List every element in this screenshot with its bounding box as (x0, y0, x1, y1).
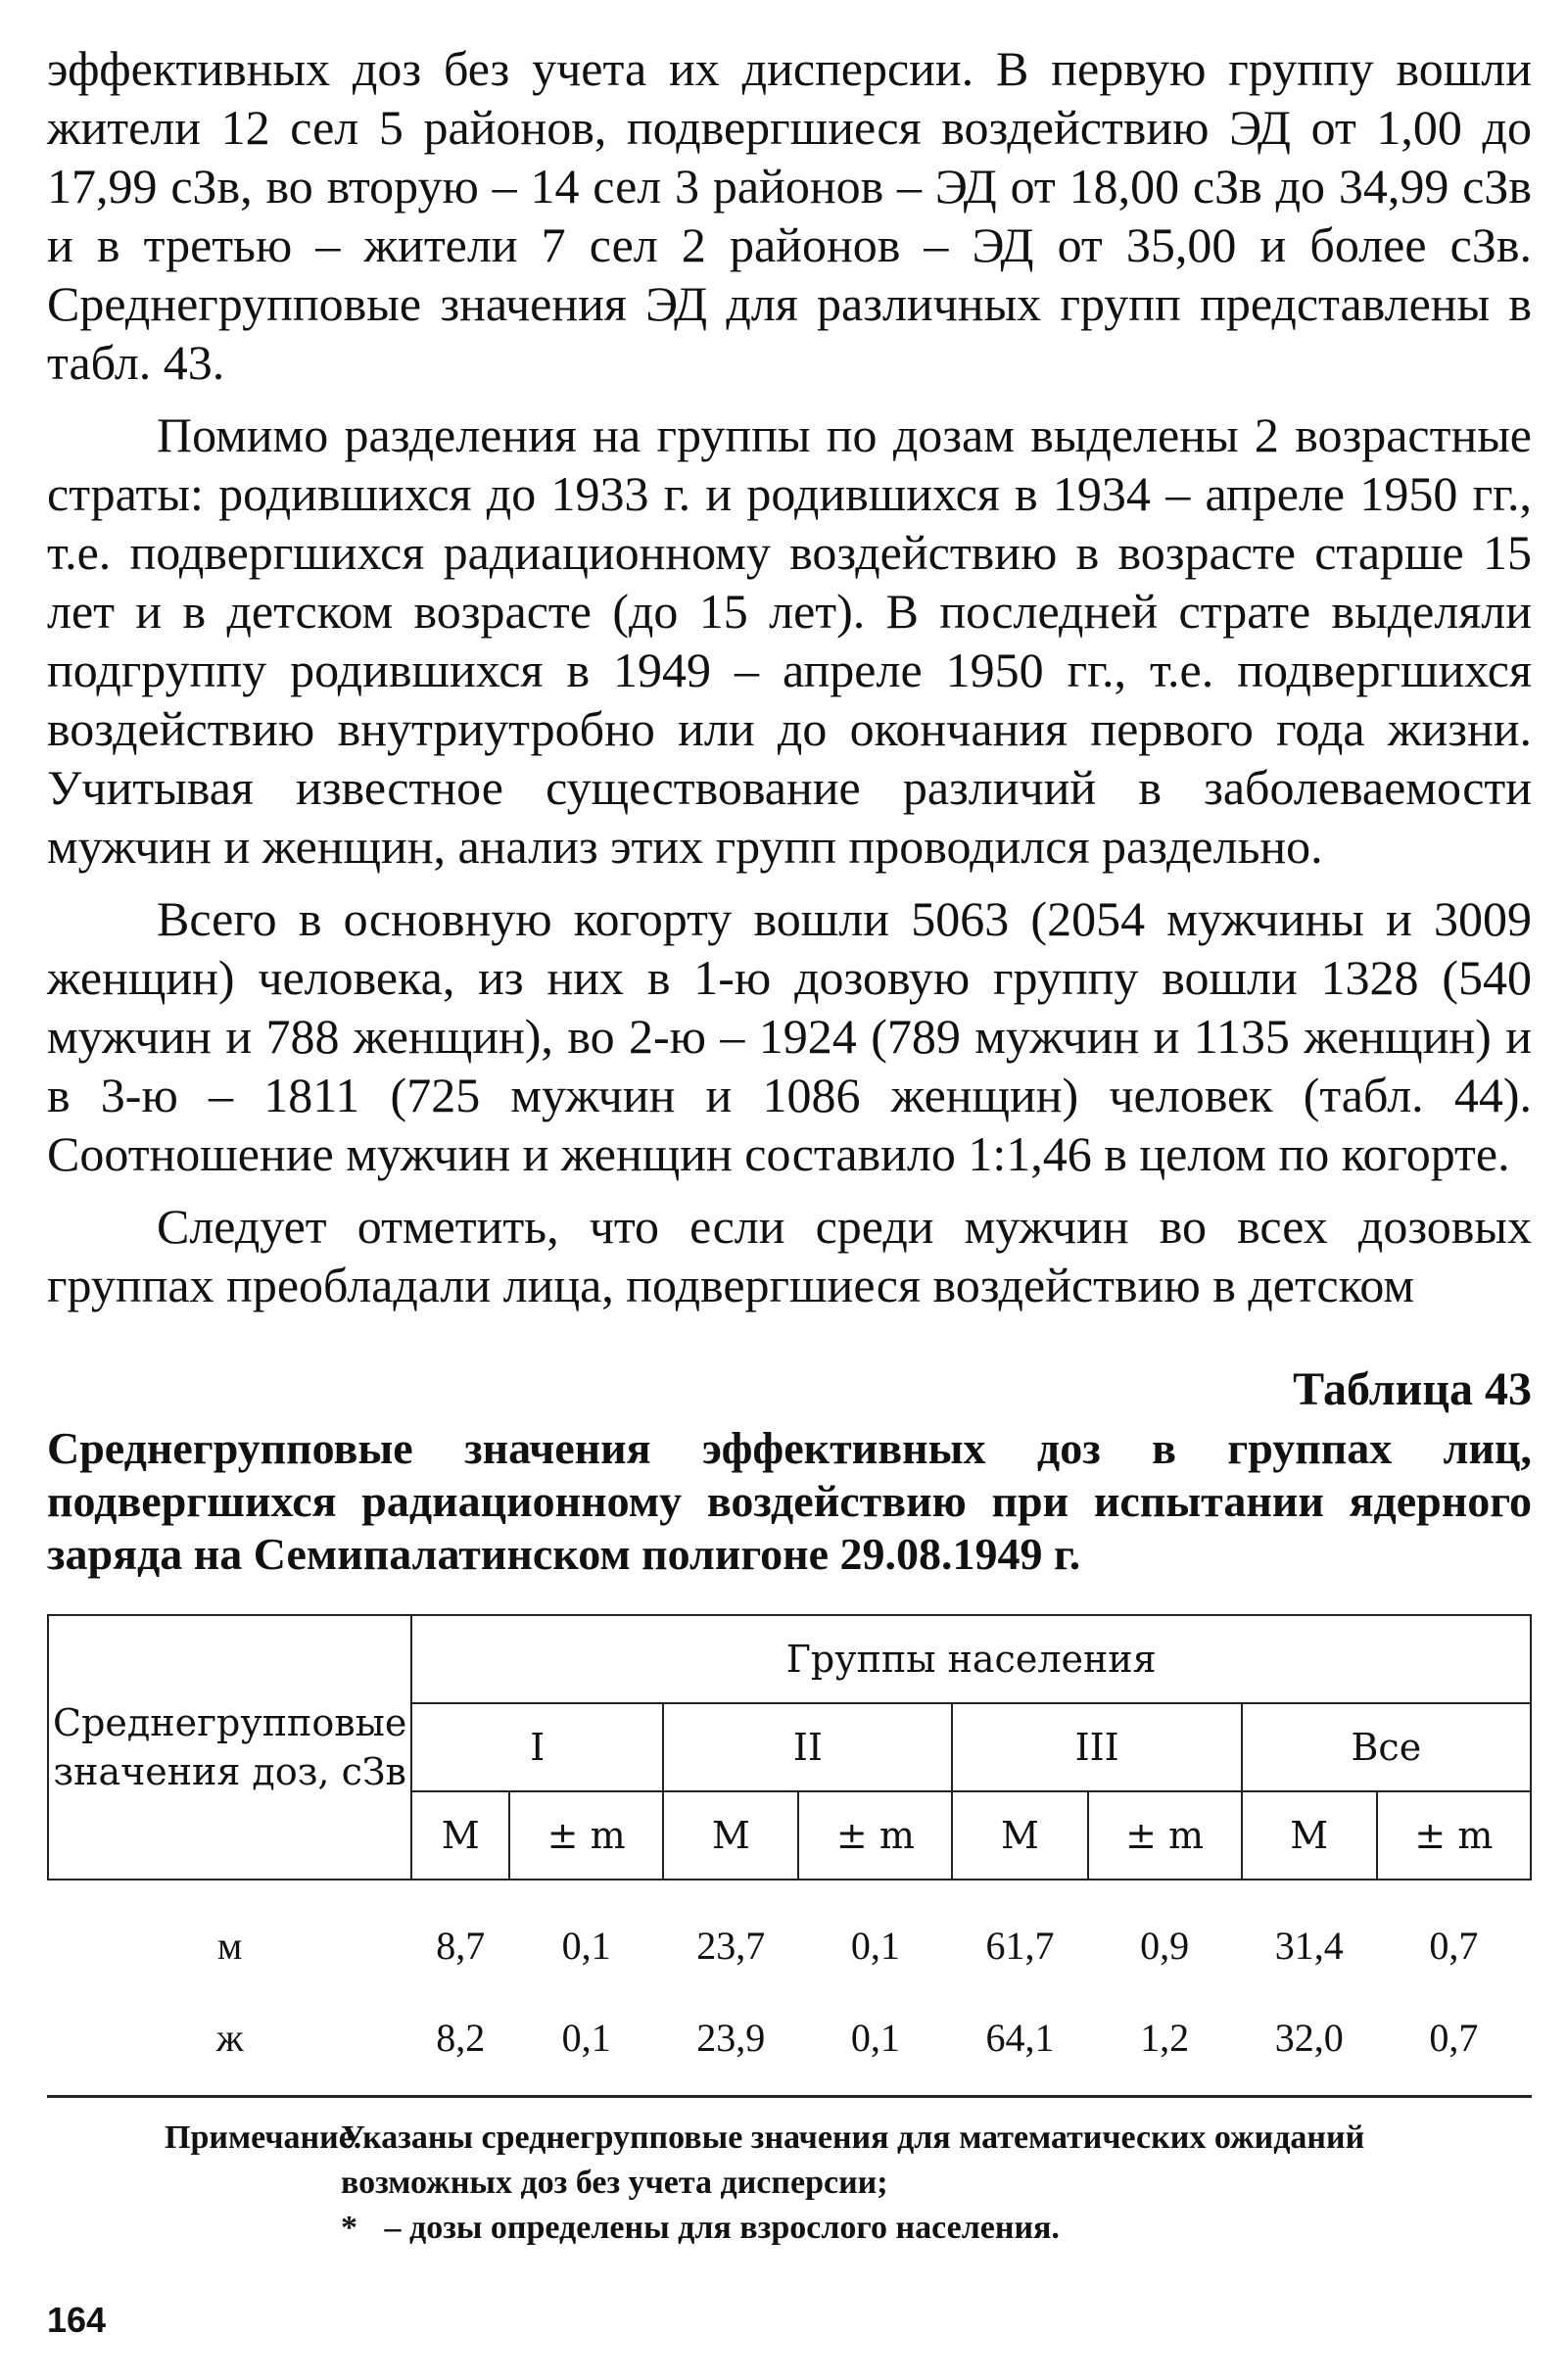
table-cell: 0,9 (1140, 1923, 1190, 1968)
sub-header-pm: ± m (1377, 1791, 1531, 1880)
row-label: м (217, 1923, 243, 1968)
table-row-men (48, 1880, 1531, 1991)
page-number: 164 (47, 2300, 107, 2340)
row-label: ж (215, 2015, 244, 2060)
paragraph-1: эффективных доз без учета их дисперсии. В первую группу вошли жители 12 сел 5 районов, подвергшиеся воздействию ЭД от 1,00 до 17,99 сЗв, во вторую – 14 сел 3 районов – ЭД от 18,00 сЗв до 34,99 сЗв и в третью – жители 7 сел 2 районов – ЭД от 35,00 и более сЗв. Среднегрупповые значения ЭД для различных групп представлены в табл. 43. (47, 41, 1532, 390)
table-cell: 0,1 (850, 2015, 900, 2060)
stub-header: Среднегрупповые значения доз, сЗв (48, 1615, 411, 1880)
group-header: Группы населения (411, 1615, 1531, 1703)
table-cell: 1,2 (1140, 2015, 1190, 2060)
group-header-1: I (411, 1703, 663, 1791)
table-title: Среднегрупповые значения эффективных доз в группах лиц, подвергшихся радиационному воздействию при испытании ядерного заряда на Семипалатинском полигоне 29.08.1949 г. (47, 1423, 1532, 1579)
table-number: Таблица 43 (1293, 1363, 1532, 1415)
sub-header-m: М (952, 1791, 1087, 1880)
note-text: Указаны среднегрупповые значения для математических ожиданий возможных доз без учета дисперсии; (341, 2119, 1365, 2201)
paragraph-4: Следует отметить, что если среди мужчин во всех дозовых группах преобладали лица, подвергшиеся воздействию в детском (47, 1199, 1532, 1312)
paragraph-3: Всего в основную когорту вошли 5063 (2054 мужчины и 3009 женщин) человека, из них в 1-ю дозовую группу вошли 1328 (540 мужчин и 788 женщин), во 2-ю – 1924 (789 мужчин и 1135 женщин) и в 3-ю – 1811 (725 мужчин и 1086 женщин) человек (табл. 44). Соотношение мужчин и женщин составило 1:1,46 в целом по когорте. (47, 891, 1532, 1181)
paragraph-2: Помимо разделения на группы по дозам выделены 2 возрастные страты: родившихся до 1933 г. и родившихся в 1934 – апреле 1950 гг., т.е. подвергшихся радиационному воздействию в возрасте старше 15 лет и в детском возрасте (до 15 лет). В последней страте выделяли подгруппу родившихся в 1949 – апреле 1950 гг., т.е. подвергшихся воздействию внутриутробно или до окончания первого года жизни. Учитывая известное существование различий в заболеваемости мужчин и женщин, анализ этих групп проводился раздельно. (47, 407, 1532, 874)
sub-header-pm: ± m (798, 1791, 952, 1880)
note-divider (47, 2095, 1532, 2098)
sub-header-m: М (1242, 1791, 1377, 1880)
table-cell: 8,2 (436, 2015, 486, 2060)
table-row-women (48, 1991, 1531, 2083)
table-cell: 64,1 (985, 2015, 1055, 2060)
group-header-all: Все (1242, 1703, 1531, 1791)
table-cell: 32,0 (1274, 2015, 1344, 2060)
sub-header-m: М (663, 1791, 798, 1880)
group-header-3: III (952, 1703, 1241, 1791)
footnote-asterisk: * (341, 2210, 357, 2246)
table-cell: 8,7 (436, 1923, 486, 1968)
table-cell: 61,7 (985, 1923, 1055, 1968)
page-content (47, 39, 1532, 2251)
table-note (47, 2116, 1532, 2206)
table-cell: 0,7 (1429, 2015, 1479, 2060)
sub-header-pm: ± m (1088, 1791, 1242, 1880)
sub-header-pm: ± m (509, 1791, 663, 1880)
table-cell: 0,1 (850, 1923, 900, 1968)
table-cell: 0,7 (1429, 1923, 1479, 1968)
table-cell: 31,4 (1274, 1923, 1344, 1968)
table-cell: 23,7 (696, 1923, 766, 1968)
dose-table-container (47, 1614, 1532, 2083)
table-cell: 0,1 (561, 1923, 611, 1968)
table-cell: 23,9 (696, 2015, 766, 2060)
sub-header-m: М (411, 1791, 509, 1880)
note-label: Примечание. (165, 2119, 362, 2156)
footnote-text: – дозы определены для взрослого населения. (384, 2210, 1060, 2246)
note-footnote (341, 2206, 1532, 2251)
dose-table (47, 1614, 1532, 2083)
group-header-2: II (663, 1703, 952, 1791)
table-cell: 0,1 (561, 2015, 611, 2060)
